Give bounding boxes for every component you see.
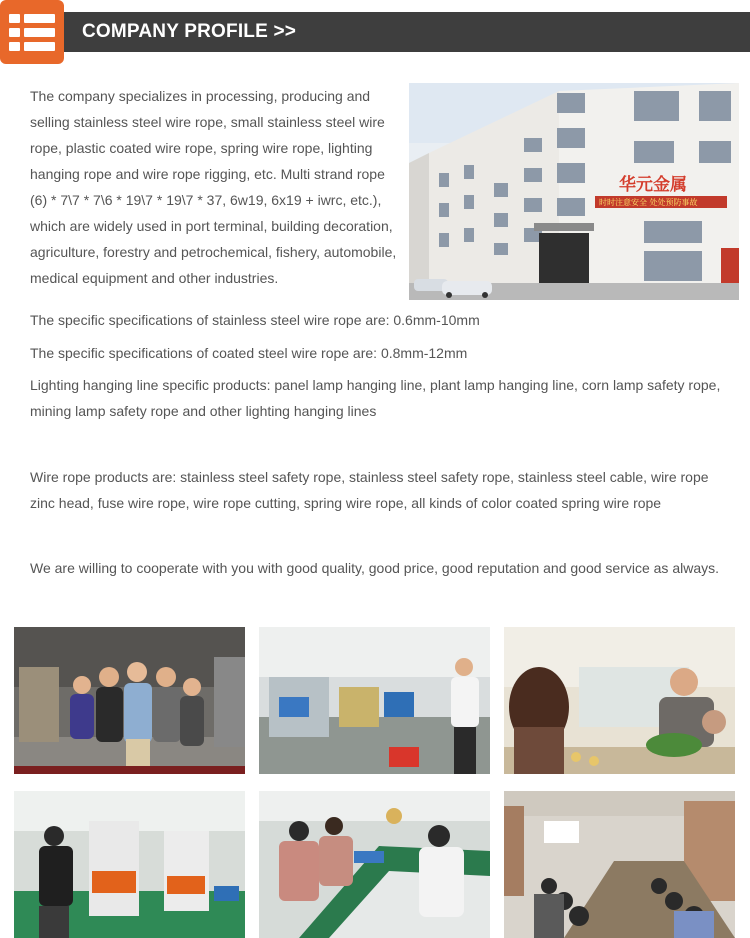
- training-room-photo: [504, 791, 735, 938]
- meeting-photo: [504, 627, 735, 774]
- team-photo: [14, 627, 245, 774]
- warehouse-photo: [259, 627, 490, 774]
- cooperate-text: We are willing to cooperate with you with good quality, good price, good reputation and good service as always.: [30, 560, 720, 576]
- building-sign-name: 华元金属: [619, 175, 687, 195]
- section-title: COMPANY PROFILE >>: [82, 21, 297, 42]
- list-icon: [9, 14, 55, 52]
- spec-stainless-text: The specific specifications of stainless steel wire rope are: 0.6mm-10mm: [30, 312, 480, 328]
- intro-paragraph: The company specializes in processing, producing and selling stainless steel wire rope, small stainless steel wire rope, plastic coated wire rope, spring wire rope, lighting hanging rope and wire rope rigging, etc. Multi strand rope (6) * 7\7 * 7\6 * 19\7 * 19\7 * 37, 6w19, 6x19 + iwrc, etc.), which are widely used in port terminal, building decoration, agriculture, forestry and petrochemical, fishery, automobile, medical equipment and other industries.: [30, 88, 397, 286]
- wire-rope-products-text: Wire rope products are: stainless steel safety rope, stainless steel safety rope, stainless steel cable, wire rope zinc head, fuse wire rope, wire rope cutting, spring wire rope, all kinds of color coated spring wire rope: [30, 469, 709, 511]
- header-logo: [0, 0, 64, 64]
- production-line-photo: [259, 791, 490, 938]
- factory-building-photo: [409, 83, 739, 300]
- building-sign-slogan: 时时注意安全 处处预防事故: [599, 198, 698, 207]
- lighting-products-text: Lighting hanging line specific products: panel lamp hanging line, plant lamp hanging line, corn lamp safety rope, mining lamp safety rope and other lighting hanging lines: [30, 377, 721, 419]
- section-header: [0, 0, 750, 64]
- workshop-photo: [14, 791, 245, 938]
- spec-coated-text: The specific specifications of coated steel wire rope are: 0.8mm-12mm: [30, 345, 468, 361]
